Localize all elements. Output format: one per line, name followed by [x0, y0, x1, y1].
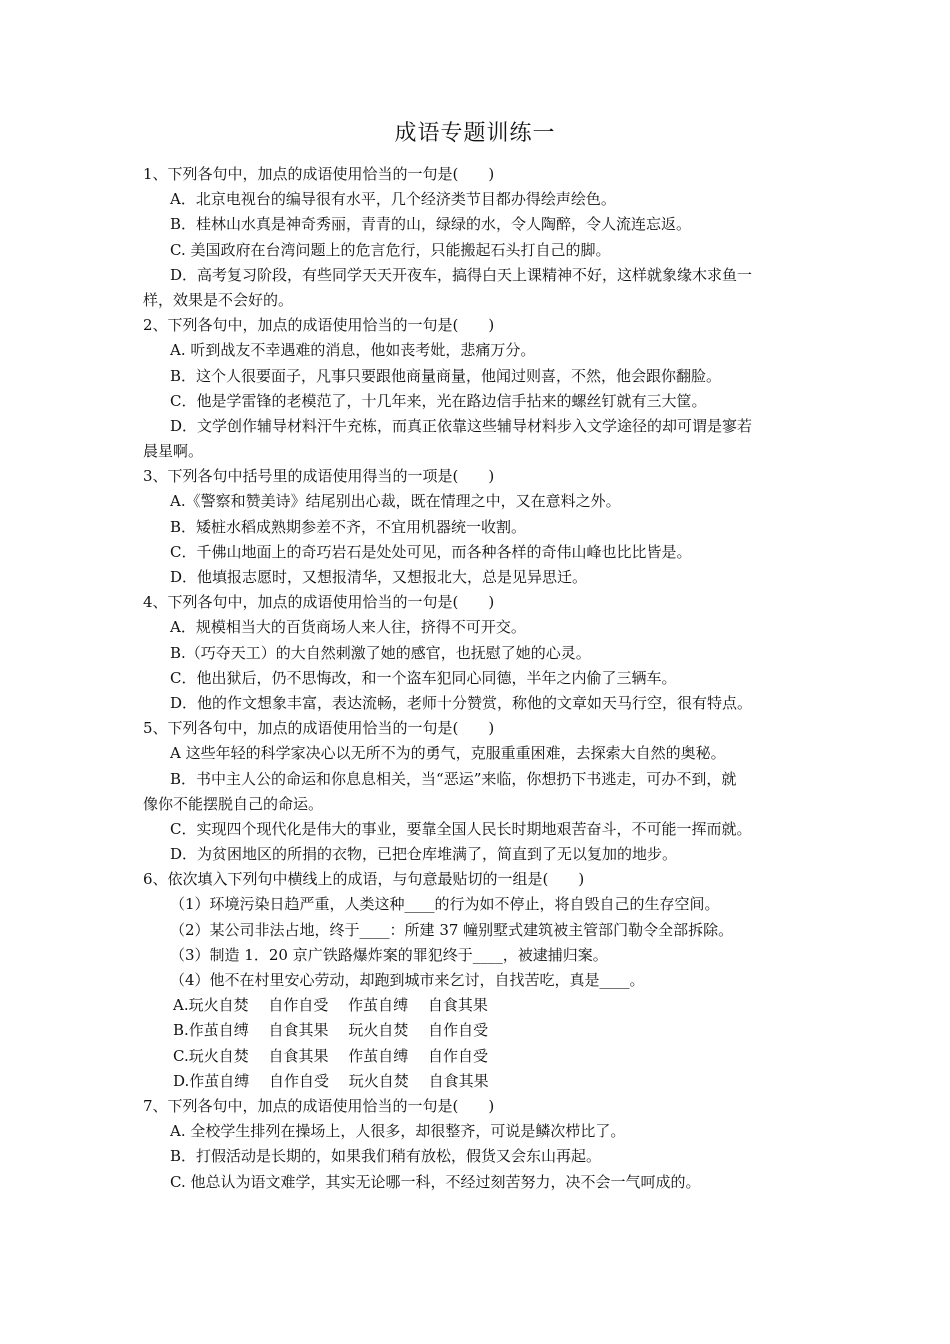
option-line: A. 听到战友不幸遇难的消息，他如丧考妣，悲痛万分。 [170, 341, 536, 360]
question-line: 7、下列各句中，加点的成语使用恰当的一句是( ) [143, 1096, 495, 1115]
question-line: 像你不能摆脱自己的命运。 [143, 794, 324, 813]
option-line: C．他出狱后，仍不思悔改，和一个盗车犯同心同德，半年之内偷了三辆车。 [170, 668, 677, 687]
option-line: C．实现四个现代化是伟大的事业，要靠全国人民长时期地艰苦奋斗，不可能一挥而就。 [170, 819, 752, 838]
option-line: D．高考复习阶段，有些同学天天开夜车，搞得白天上课精神不好，这样就象缘木求鱼一 [170, 265, 753, 284]
option-line: B．书中主人公的命运和你息息相关，当“恶运”来临，你想扔下书逃走，可办不到，就 [170, 769, 737, 788]
question-line: 样，效果是不会好的。 [143, 290, 294, 309]
answer-choice-line: D.作茧自缚 自作自受 玩火自焚 自食其果 [173, 1071, 489, 1090]
option-line: B．桂林山水真是神奇秀丽，青青的山，绿绿的水，令人陶醉，令人流连忘返。 [170, 215, 692, 234]
option-line: C．千佛山地面上的奇巧岩石是处处可见，而各种各样的奇伟山峰也比比皆是。 [170, 542, 692, 561]
option-line: C. 美国政府在台湾问题上的危言危行，只能搬起石头打自己的脚。 [170, 240, 611, 259]
option-line: B.（巧夺天工）的大自然刺激了她的感官，也抚慰了她的心灵。 [170, 643, 591, 662]
page-title: 成语专题训练一 [394, 121, 556, 146]
option-line: D．他填报志愿时，又想报清华，又想报北大，总是见异思迁。 [170, 568, 588, 586]
option-line: D．文学创作辅导材料汗牛充栋，而真正依靠这些辅导材料步入文学途径的却可谓是寥若 [170, 416, 753, 435]
question-line: 5、下列各句中，加点的成语使用恰当的一句是( ) [143, 719, 495, 738]
option-line: B．矮桩水稻成熟期参差不齐，不宜用机器统一收割。 [170, 517, 527, 536]
option-line: （1）环境污染日趋严重，人类这种____的行为如不停止，将自毁自己的生存空间。 [170, 895, 720, 914]
answer-choice-line: A.玩火自焚 自作自受 作茧自缚 自食其果 [173, 996, 488, 1015]
option-line: B．这个人很要面子，凡事只要跟他商量商量，他闻过则喜，不然，他会跟你翻脸。 [170, 366, 722, 385]
question-line: 晨星啊。 [143, 442, 204, 461]
option-line: （3）制造 1．20 京广铁路爆炸案的罪犯终于____，被逮捕归案。 [170, 945, 608, 964]
question-line: 4、下列各句中，加点的成语使用恰当的一句是( ) [143, 593, 495, 612]
option-line: D．他的作文想象丰富，表达流畅，老师十分赞赏，称他的文章如天马行空，很有特点。 [170, 693, 753, 712]
question-line: 1、下列各句中，加点的成语使用恰当的一句是( ) [143, 165, 495, 183]
option-line: A.《警察和赞美诗》结尾别出心裁，既在情理之中，又在意料之外。 [170, 492, 621, 511]
answer-choice-line: B.作茧自缚 自食其果 玩火自焚 自作自受 [173, 1021, 489, 1040]
option-line: C．他是学雷锋的老模范了，十几年来，光在路边信手拈来的螺丝钉就有三大筐。 [170, 391, 707, 410]
option-line: A．规模相当大的百货商场人来人往，挤得不可开交。 [170, 618, 526, 637]
option-line: A 这些年轻的科学家决心以无所不为的勇气，克服重重困难，去探索大自然的奥秘。 [170, 744, 726, 763]
option-line: A. 全校学生排列在操场上，人很多，却很整齐，可说是鳞次栉比了。 [170, 1122, 626, 1141]
question-line: 2、下列各句中，加点的成语使用恰当的一句是( ) [143, 316, 495, 335]
question-line: 3、下列各句中括号里的成语使用得当的一项是( ) [143, 467, 495, 486]
option-line: C. 他总认为语文难学，其实无论哪一科，不经过刻苦努力，决不会一气呵成的。 [170, 1172, 701, 1191]
option-line: B．打假活动是长期的，如果我们稍有放松，假货又会东山再起。 [170, 1147, 602, 1166]
answer-choice-line: C.玩火自焚 自食其果 作茧自缚 自作自受 [173, 1046, 489, 1065]
question-list [143, 162, 811, 1195]
option-line: D．为贫困地区的所捐的衣物，已把仓库堆满了，简直到了无以复加的地步。 [170, 845, 678, 864]
option-line: （2）某公司非法占地，终于____：所建 37 幢别墅式建筑被主管部门勒令全部拆除。 [170, 920, 734, 939]
option-line: （4）他不在村里安心劳动，却跑到城市来乞讨，自找苦吃，真是____。 [170, 971, 645, 989]
question-line: 6、依次填入下列句中横线上的成语，与句意最贴切的一组是( ) [143, 870, 585, 889]
option-line: A．北京电视台的编导很有水平，几个经济类节目都办得绘声绘色。 [170, 190, 616, 209]
